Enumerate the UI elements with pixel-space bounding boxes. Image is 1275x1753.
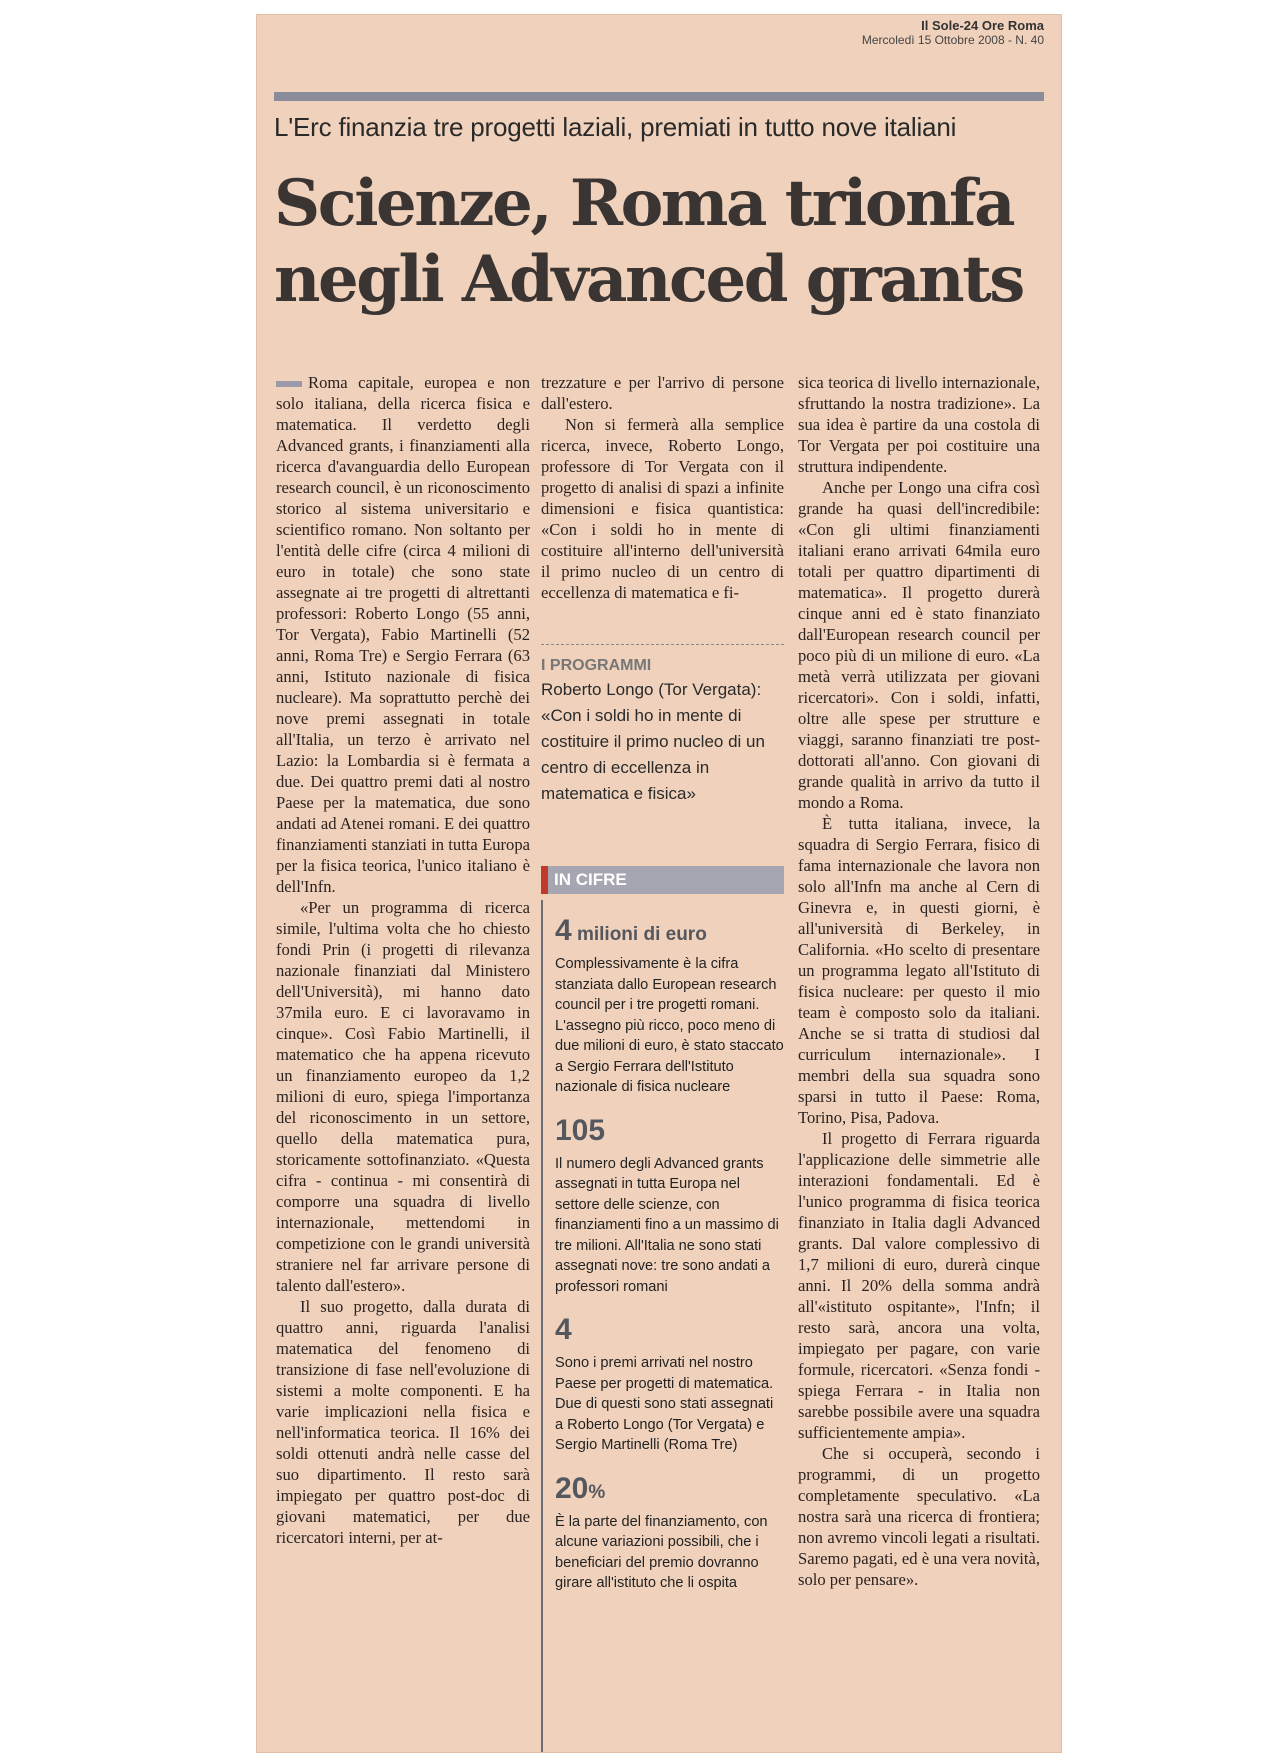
figure-item (555, 912, 784, 1098)
body-paragraph: Non si fermerà alla semplice ricerca, invece, Roberto Longo, professore di Tor Vergata con il progetto di analisi di spazi a infinite dimensioni e fisica quantistica: «Con i soldi ho in mente di costituire all'interno dell'università il primo nucleo di un centro di eccellenza di matematica e fi- (541, 415, 784, 602)
figure-item (555, 1470, 784, 1594)
article-column-3 (798, 372, 1040, 1590)
figure-text: Complessivamente è la cifra stanziata dallo European research council per i tre progetti romani. L'assegno più ricco, poco meno di due milioni di euro, è stato staccato a Sergio Ferrara dell'Istituto nazionale di fisica nucleare (555, 956, 784, 1095)
article-column-2 (541, 372, 784, 603)
figure-text: Il numero degli Advanced grants assegnati in tutta Europa nel settore delle scienze, con finanziamenti fino a un massimo di tre milioni. All'Italia ne sono stati assegnati nove: tre sono andati a professori romani (555, 1155, 779, 1295)
figure-item (555, 1311, 784, 1456)
figure-value: 20% (555, 1471, 606, 1505)
kicker: L'Erc finanzia tre progetti laziali, premiati in tutto nove italiani (274, 112, 957, 142)
header-rule (274, 92, 1044, 101)
issue-date: Mercoledì 15 Ottobre 2008 - N. 40 (861, 33, 1044, 47)
figure-value: 4 milioni di euro (555, 914, 707, 947)
body-paragraph: «Per un programma di ricerca simile, l'ultima volta che ho chiesto fondi Prin (i progetti di rilevanza nazionale finanziati dal Ministero dell'Università), mi hanno dato 37mila euro. E ci lavoravamo in cinque». Così Fabio Martinelli, il matematico che ha appena ricevuto un finanziamento europeo da 1,2 milioni di euro, spiega l'importanza del riconoscimento in un settore, quello della matematica pura, storicamente sottofinanziato. «Questa cifra - continua - mi consentirà di comporre una squadra di livello internazionale, mettendomi in competizione con le grandi università straniere nel far arrivare persone di talento dall'estero». (276, 898, 530, 1295)
masthead (862, 18, 1044, 47)
body-paragraph: Che si occuperà, secondo i programmi, di un progetto completamente speculativo. «La nostra sarà una ricerca di frontiera; non avremo vincoli legati a risultati. Saremo pagati, ed è una vera novità, solo per pensare». (798, 1444, 1040, 1589)
figure-value: 105 (555, 1113, 606, 1147)
lead-marker (276, 381, 302, 387)
body-paragraph: trezzature e per l'arrivo di persone dall'estero. (541, 373, 784, 413)
figure-item (555, 1112, 784, 1298)
figure-text: È la parte del finanziamento, con alcune variazioni possibili, che i beneficiari del premio dovranno girare all'istituto che li ospita (555, 1513, 768, 1591)
body-paragraph: Il progetto di Ferrara riguarda l'applicazione delle simmetrie alle interazioni fondamentali. Ed è l'unico programma di fisica teorica finanziato in Italia dagli Advanced grants. Dal valore complessivo di 1,7 milioni di euro, durerà cinque anni. Il 20% della somma andrà all'«istituto ospitante», l'Infn; il resto sarà, ancora una volta, impiegato per pagare, con varie formule, ricercatori. «Senza fondi - spiega Ferrara - in Italia non sarebbe possibile avere una squadra sufficientemente ampia». (798, 1129, 1040, 1442)
figure-text: Sono i premi arrivati nel nostro Paese per progetti di matematica. Due di questi sono stati assegnati a Roberto Longo (Tor Vergata) e Sergio Martinelli (Roma Tre) (555, 1355, 774, 1453)
body-paragraph: È tutta italiana, invece, la squadra di Sergio Ferrara, fisico di fama internazionale che lavora non solo all'Infn ma anche al Cern di Ginevra e, in questi giorni, è all'università di Berkeley, in California. «Ho scelto di presentare un programma legato all'Istituto di fisica nucleare: per questo il mio team è composto solo da italiani. Anche se si tratta di studiosi dal curriculum internazionale». I membri della sua squadra sono sparsi in tutto il Paese: Roma, Torino, Pisa, Padova. (798, 814, 1040, 1127)
body-paragraph: Roma capitale, europea e non solo italiana, della ricerca fisica e matematica. Il verdetto degli Advanced grants, i finanziamenti alla ricerca d'avanguardia dello European research council, è un riconoscimento storico al sistema universitario e scientifico romano. Non soltanto per l'entità delle cifre (circa 4 milioni di euro in totale) che sono state assegnate ai tre progetti di altrettanti professori: Roberto Longo (55 anni, Tor Vergata), Fabio Martinelli (52 anni, Roma Tre) e Sergio Ferrara (63 anni, Istituto nazionale di fisica nucleare). Ma soprattutto perchè dei nove premi assegnati in totale all'Italia, un terzo è arrivato nel Lazio: la Lombardia si è fermata a due. Dei quattro premi dati al nostro Paese per la matematica, due sono andati ad Atenei romani. E dei quattro finanziamenti stanziati in tutta Europa per la fisica teorica, l'unico italiano è dell'Infn. (276, 373, 530, 896)
headline: Scienze, Roma trionfa negli Advanced grants (274, 166, 1023, 317)
publication-name: Il Sole-24 Ore Roma (921, 18, 1044, 33)
programmi-quote: Roberto Longo (Tor Vergata): «Con i soldi ho in mente di costituire il primo nucleo di un centro di eccellenza in matematica e fisica» (541, 680, 765, 803)
programmi-sidebar (541, 644, 784, 807)
newspaper-clipping (256, 14, 1062, 1753)
in-cifre-box (541, 866, 784, 1752)
article-column-1 (276, 372, 530, 1548)
body-paragraph: Anche per Longo una cifra così grande ha quasi dell'incredibile: «Con gli ultimi finanziamenti italiani erano arrivati 64mila euro totali per quattro dipartimenti di matematica». Il progetto durerà cinque anni ed è stato finanziato dall'European research council per poco più di un milione di euro. «La metà verrà utilizzata per giovani ricercatori». Con i soldi, infatti, oltre alle spese per strutture e viaggi, saranno finanziati tre post-dottorati all'anno. Con giovani di grande qualità in arrivo da tutto il mondo a Roma. (798, 478, 1040, 812)
programmi-label: I PROGRAMMI (541, 657, 652, 674)
in-cifre-label: IN CIFRE (541, 866, 784, 894)
in-cifre-content (541, 900, 784, 1752)
body-paragraph: Il suo progetto, dalla durata di quattro anni, riguarda l'analisi matematica del fenomeno di transizione di fase nell'evoluzione di sistemi a molte componenti. E ha varie implicazioni nella fisica e nell'informatica teorica. Il 16% dei soldi ottenuti andrà nelle casse del suo dipartimento. Il resto sarà impiegato per quattro post-doc di giovani matematici, per due ricercatori interni, per at- (276, 1297, 530, 1547)
body-paragraph: sica teorica di livello internazionale, sfruttando la nostra tradizione». La sua idea è partire da una costola di Tor Vergata per poi costituire una struttura indipendente. (798, 373, 1040, 476)
figure-value: 4 (555, 1313, 572, 1346)
